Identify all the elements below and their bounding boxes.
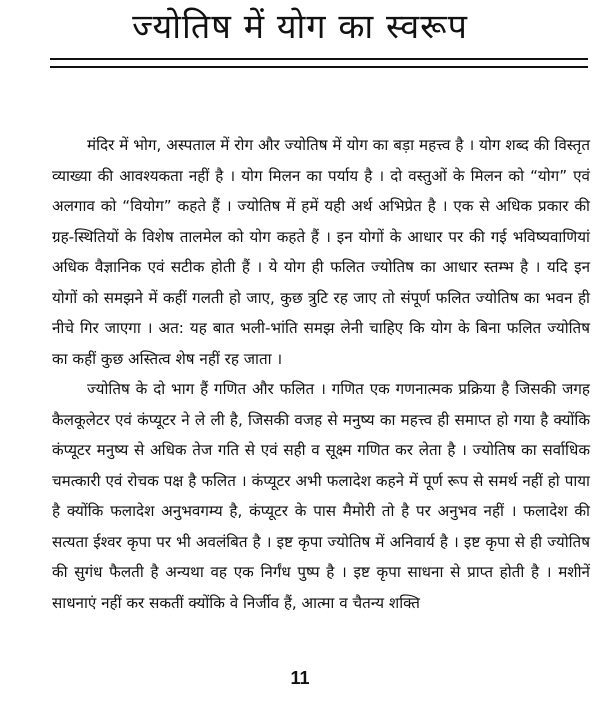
- page-number: 11: [290, 668, 310, 688]
- title-rule-top: [50, 58, 588, 60]
- paragraph: ज्योतिष के दो भाग हैं गणित और फलित । गणित एक गणनात्मक प्रक्रिया है जिसकी जगह कैलकूलेटर एवं कंप्यूटर ने ले ली है, जिसकी वजह से मनुष्य का महत्त्व ही समाप्त हो गया है क्योंकि कंप्यूटर मनुष्य से अधिक तेज गति से एवं सही व सूक्ष्म गणित कर लेता है । ज्योतिष का सर्वाधिक चमत्कारी एवं रोचक पक्ष है फलित । कंप्यूटर अभी फलादेश कहने में पूर्ण रूप से समर्थ नहीं हो पाया है क्योंकि फलादेश अनुभवगम्य है, कंप्यूटर के पास मैमोरी तो है पर अनुभव नहीं । फलादेश की सत्यता ईश्वर कृपा पर भी अवलंबित है । इष्ट कृपा ज्योतिष में अनिवार्य है । इष्ट कृपा से ही ज्योतिष की सुगंध फैलती है अन्यथा वह एक निर्गंध पुष्प है । इष्ट कृपा साधना से प्राप्त होती है । मशीनें साधनाएं नहीं कर सकतीं क्योंकि वे निर्जीव हैं, आत्मा व चैतन्य शक्ति: [52, 380, 590, 612]
- title-rule-bottom: [50, 66, 588, 68]
- chapter-title: ज्योतिष में योग का स्वरूप: [132, 7, 468, 47]
- paragraph: मंदिर में भोग, अस्पताल में रोग और ज्योतिष में योग का बड़ा महत्त्व है । योग शब्द की विस्तृत व्याख्या की आवश्यकता नहीं है । योग मिलन का पर्याय है । दो वस्तुओं के मिलन को “योग” एवं अलगाव को “वियोग” कहते हैं । ज्योतिष में हमें यही अर्थ अभिप्रेत है । एक से अधिक प्रकार की ग्रह-स्थितियों के विशेष तालमेल को योग कहते हैं । इन योगों के आधार पर की गई भविष्यवाणियां अधिक वैज्ञानिक एवं सटीक होती हैं । ये योग ही फलित ज्योतिष का आधार स्तम्भ है । यदि इन योगों को समझने में कहीं गलती हो जाए, कुछ त्रुटि रह जाए तो संपूर्ण फलित ज्योतिष का भवन ही नीचे गिर जाएगा । अत: यह बात भली-भांति समझ लेनी चाहिए कि योग के बिना फलित ज्योतिष का कहीं कुछ अस्तित्व शेष नहीं रह जाता ।: [52, 136, 590, 368]
- body-text: [52, 130, 590, 618]
